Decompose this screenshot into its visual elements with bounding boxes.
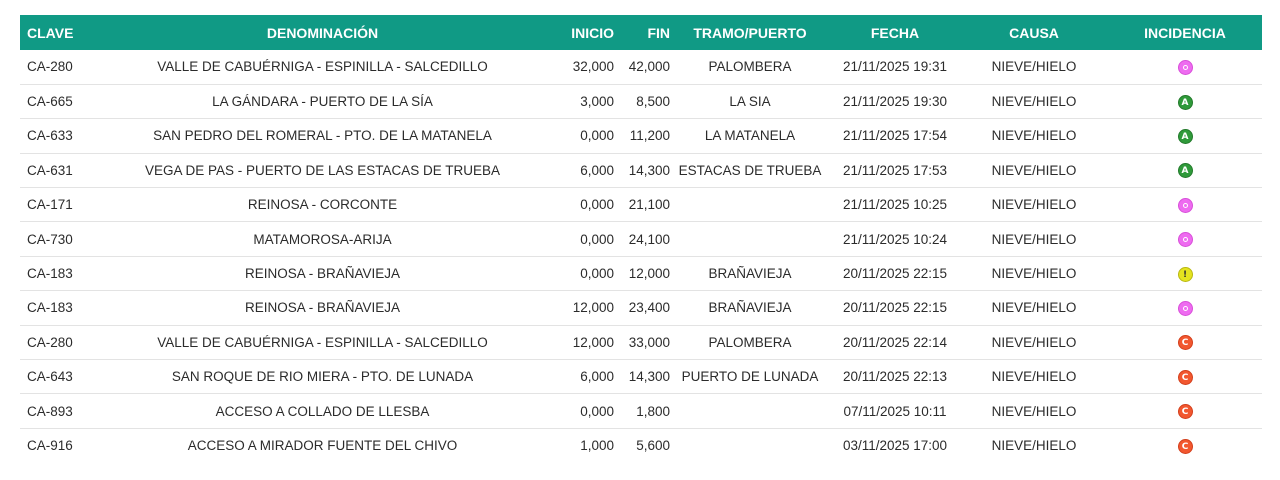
table-row[interactable]: [20, 153, 1262, 187]
road-closed-icon[interactable]: C: [1178, 370, 1193, 385]
cell-causa: NIEVE/HIELO: [991, 266, 1077, 282]
table-row[interactable]: [20, 428, 1262, 462]
snow-chains-icon[interactable]: [1178, 301, 1193, 316]
cell-incidencia: [1108, 119, 1262, 153]
table-row[interactable]: [20, 50, 1262, 84]
table-row[interactable]: [20, 84, 1262, 118]
column-header-fin[interactable]: FIN: [647, 24, 670, 41]
cell-denominacion: VALLE DE CABUÉRNIGA - ESPINILLA - SALCEDILLO: [157, 334, 488, 350]
table-row[interactable]: [20, 360, 1262, 394]
snow-chains-icon[interactable]: [1178, 60, 1193, 75]
cell-fecha: 20/11/2025 22:13: [842, 369, 948, 385]
cell-fecha: 21/11/2025 10:24: [842, 231, 948, 247]
cell-fin: 23,400: [628, 300, 670, 316]
table-body: [20, 50, 1262, 463]
cell-fecha: 07/11/2025 10:11: [843, 403, 947, 419]
cell-inicio: 0,000: [580, 128, 614, 144]
cell-fin: 33,000: [628, 334, 670, 350]
cell-fecha: 21/11/2025 17:53: [842, 162, 948, 178]
cell-fin: 5,600: [636, 438, 670, 454]
cell-fin: 11,200: [629, 128, 670, 144]
cell-clave: CA-280: [27, 59, 73, 75]
cell-tramo: BRAÑAVIEJA: [708, 266, 792, 282]
cell-incidencia: [1108, 325, 1262, 359]
cell-incidencia: [1108, 188, 1262, 222]
cell-clave: CA-643: [27, 369, 73, 385]
road-closed-icon[interactable]: C: [1178, 335, 1193, 350]
cell-fecha: 20/11/2025 22:15: [842, 266, 948, 282]
cell-inicio: 0,000: [580, 231, 614, 247]
table-row[interactable]: [20, 188, 1262, 222]
cell-incidencia: [1108, 394, 1262, 428]
cell-fin: 24,100: [628, 231, 670, 247]
cell-causa: NIEVE/HIELO: [991, 128, 1077, 144]
cell-fin: 42,000: [628, 59, 670, 75]
level-a-icon[interactable]: A: [1178, 129, 1193, 144]
cell-tramo: [670, 394, 830, 428]
cell-denominacion: VEGA DE PAS - PUERTO DE LAS ESTACAS DE TRUEBA: [144, 162, 501, 178]
cell-incidencia: [1108, 256, 1262, 290]
cell-clave: CA-893: [27, 403, 73, 419]
snow-chains-icon[interactable]: [1178, 232, 1193, 247]
cell-tramo: ESTACAS DE TRUEBA: [678, 162, 822, 178]
cell-tramo: [670, 188, 830, 222]
table-row[interactable]: [20, 222, 1262, 256]
cell-denominacion: ACCESO A MIRADOR FUENTE DEL CHIVO: [187, 438, 458, 454]
table-header-row: [20, 15, 1262, 50]
snow-chains-icon[interactable]: [1178, 198, 1193, 213]
cell-inicio: 6,000: [580, 369, 614, 385]
cell-inicio: 6,000: [580, 162, 614, 178]
cell-inicio: 0,000: [580, 197, 614, 213]
cell-clave: CA-916: [27, 438, 73, 454]
level-a-icon[interactable]: A: [1178, 95, 1193, 110]
warning-icon[interactable]: !: [1178, 267, 1193, 282]
cell-inicio: 1,000: [580, 438, 614, 454]
cell-incidencia: [1108, 360, 1262, 394]
cell-incidencia: [1108, 50, 1262, 84]
cell-causa: NIEVE/HIELO: [991, 197, 1077, 213]
column-header-clave[interactable]: CLAVE: [27, 24, 74, 41]
table-row[interactable]: [20, 394, 1262, 428]
cell-causa: NIEVE/HIELO: [991, 300, 1077, 316]
cell-fin: 1,800: [636, 403, 670, 419]
cell-causa: NIEVE/HIELO: [991, 438, 1077, 454]
cell-tramo: LA SIA: [729, 94, 771, 110]
cell-inicio: 32,000: [572, 59, 614, 75]
cell-denominacion: REINOSA - BRAÑAVIEJA: [244, 300, 401, 316]
cell-inicio: 12,000: [572, 334, 614, 350]
cell-fecha: 20/11/2025 22:14: [842, 334, 948, 350]
cell-denominacion: ACCESO A COLLADO DE LLESBA: [215, 403, 430, 419]
cell-clave: CA-280: [27, 334, 73, 350]
cell-causa: NIEVE/HIELO: [991, 94, 1077, 110]
cell-clave: CA-631: [27, 162, 73, 178]
cell-fecha: 21/11/2025 19:30: [842, 94, 948, 110]
cell-fin: 21,100: [628, 197, 670, 213]
cell-denominacion: LA GÁNDARA - PUERTO DE LA SÍA: [212, 94, 433, 110]
cell-clave: CA-665: [27, 94, 73, 110]
cell-tramo: PUERTO DE LUNADA: [681, 369, 819, 385]
cell-denominacion: REINOSA - CORCONTE: [247, 197, 398, 213]
cell-fecha: 21/11/2025 10:25: [842, 197, 948, 213]
cell-tramo: BRAÑAVIEJA: [708, 300, 792, 316]
cell-causa: NIEVE/HIELO: [991, 162, 1077, 178]
cell-denominacion: VALLE DE CABUÉRNIGA - ESPINILLA - SALCEDILLO: [157, 59, 488, 75]
cell-fin: 14,300: [628, 369, 670, 385]
road-closed-icon[interactable]: C: [1178, 439, 1193, 454]
cell-clave: CA-183: [27, 300, 73, 316]
cell-clave: CA-171: [27, 197, 73, 213]
cell-tramo: PALOMBERA: [708, 59, 792, 75]
cell-incidencia: [1108, 428, 1262, 462]
cell-fin: 8,500: [636, 94, 670, 110]
table-row[interactable]: [20, 256, 1262, 290]
column-header-fecha[interactable]: FECHA: [870, 24, 920, 41]
table-row[interactable]: [20, 291, 1262, 325]
cell-fecha: 21/11/2025 19:31: [842, 59, 948, 75]
level-a-icon[interactable]: A: [1178, 163, 1193, 178]
cell-fin: 12,000: [628, 266, 670, 282]
incidents-table: [20, 15, 1262, 463]
cell-causa: NIEVE/HIELO: [991, 334, 1077, 350]
cell-incidencia: [1108, 291, 1262, 325]
column-header-causa[interactable]: CAUSA: [1009, 24, 1059, 41]
cell-incidencia: [1108, 84, 1262, 118]
cell-tramo: [670, 428, 830, 462]
cell-causa: NIEVE/HIELO: [991, 403, 1077, 419]
cell-fecha: 03/11/2025 17:00: [842, 438, 948, 454]
cell-clave: CA-633: [27, 128, 73, 144]
cell-fecha: 21/11/2025 17:54: [842, 128, 948, 144]
cell-denominacion: MATAMOROSA-ARIJA: [253, 231, 392, 247]
cell-inicio: 0,000: [580, 403, 614, 419]
cell-fecha: 20/11/2025 22:15: [842, 300, 948, 316]
cell-incidencia: [1108, 222, 1262, 256]
column-header-incidencia[interactable]: INCIDENCIA: [1144, 24, 1226, 41]
cell-inicio: 0,000: [580, 266, 614, 282]
cell-incidencia: [1108, 153, 1262, 187]
column-header-tramo[interactable]: TRAMO/PUERTO: [693, 24, 807, 41]
cell-denominacion: SAN ROQUE DE RIO MIERA - PTO. DE LUNADA: [171, 369, 474, 385]
column-header-denominacion[interactable]: DENOMINACIÓN: [266, 24, 379, 41]
cell-denominacion: REINOSA - BRAÑAVIEJA: [244, 266, 401, 282]
cell-causa: NIEVE/HIELO: [991, 59, 1077, 75]
cell-fin: 14,300: [628, 162, 670, 178]
cell-tramo: PALOMBERA: [708, 334, 792, 350]
cell-inicio: 3,000: [580, 94, 614, 110]
cell-clave: CA-730: [27, 231, 73, 247]
cell-tramo: LA MATANELA: [704, 128, 796, 144]
cell-inicio: 12,000: [572, 300, 614, 316]
cell-denominacion: SAN PEDRO DEL ROMERAL - PTO. DE LA MATANELA: [153, 128, 492, 144]
cell-clave: CA-183: [27, 266, 73, 282]
cell-causa: NIEVE/HIELO: [991, 369, 1077, 385]
road-incidents-panel: [20, 15, 1262, 463]
table-row[interactable]: [20, 325, 1262, 359]
column-header-inicio[interactable]: INICIO: [571, 24, 614, 41]
cell-tramo: [670, 222, 830, 256]
road-closed-icon[interactable]: C: [1178, 404, 1193, 419]
table-row[interactable]: [20, 119, 1262, 153]
cell-causa: NIEVE/HIELO: [991, 231, 1077, 247]
